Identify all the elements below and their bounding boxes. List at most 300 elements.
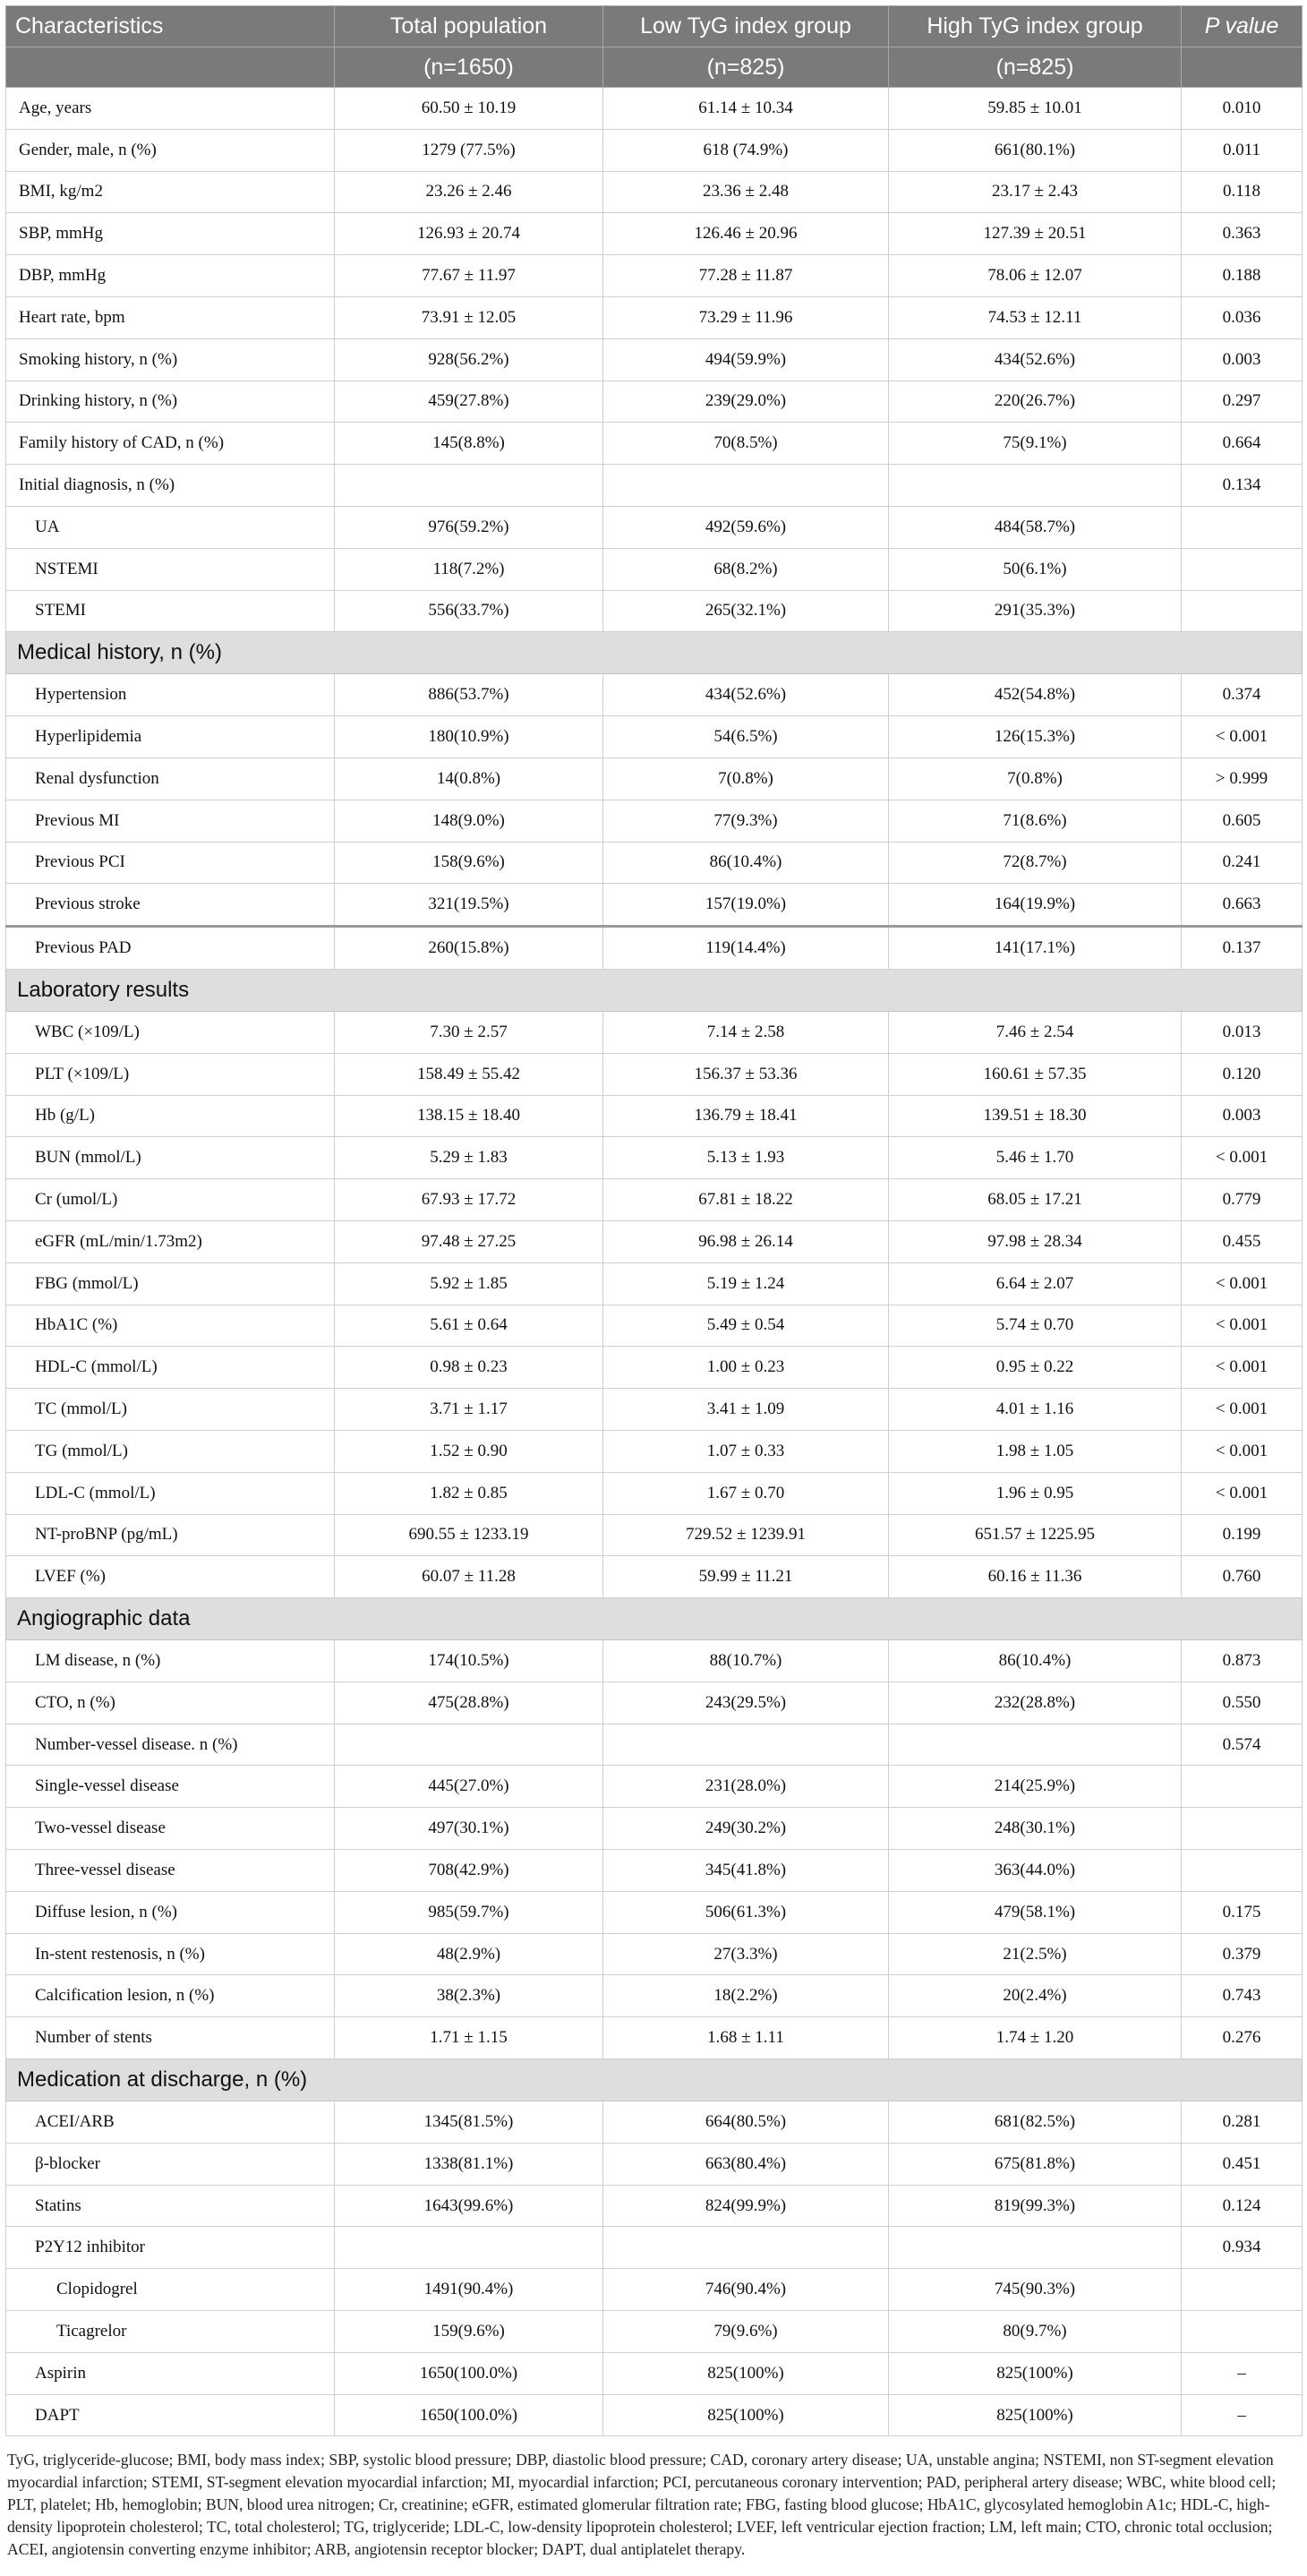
cell-total-population: 1650(100.0%) <box>335 2352 603 2394</box>
cell-total-population: 159(9.6%) <box>335 2311 603 2353</box>
row-label: ACEI/ARB <box>6 2101 335 2144</box>
row-label: Hypertension <box>6 674 335 716</box>
cell-total-population: 475(28.8%) <box>335 1682 603 1724</box>
cell-low-tyg: 729.52 ± 1239.91 <box>603 1514 889 1556</box>
table-row <box>6 255 1303 297</box>
table-row <box>6 757 1303 800</box>
row-label: FBG (mmol/L) <box>6 1262 335 1305</box>
cell-high-tyg: 164(19.9%) <box>889 884 1182 927</box>
cell-high-tyg: 6.64 ± 2.07 <box>889 1262 1182 1305</box>
table-row <box>6 590 1303 632</box>
cell-total-population: 23.26 ± 2.46 <box>335 171 603 213</box>
cell-high-tyg: 23.17 ± 2.43 <box>889 171 1182 213</box>
table-row <box>6 1766 1303 1808</box>
cell-low-tyg: 1.67 ± 0.70 <box>603 1472 889 1514</box>
cell-low-tyg: 492(59.6%) <box>603 506 889 548</box>
cell-total-population: 985(59.7%) <box>335 1891 603 1933</box>
cell-p-value: 0.134 <box>1182 465 1303 507</box>
cell-total-population: 260(15.8%) <box>335 927 603 970</box>
cell-high-tyg: 484(58.7%) <box>889 506 1182 548</box>
table-body <box>6 88 1303 2436</box>
table-row <box>6 2394 1303 2436</box>
row-label: Aspirin <box>6 2352 335 2394</box>
row-label: Previous stroke <box>6 884 335 927</box>
cell-high-tyg <box>889 1724 1182 1766</box>
row-label: Previous MI <box>6 800 335 842</box>
cell-low-tyg: 77(9.3%) <box>603 800 889 842</box>
cell-p-value: < 0.001 <box>1182 1430 1303 1472</box>
cell-high-tyg: 80(9.7%) <box>889 2311 1182 2353</box>
row-label: STEMI <box>6 590 335 632</box>
cell-high-tyg: 452(54.8%) <box>889 674 1182 716</box>
cell-low-tyg <box>603 2227 889 2269</box>
cell-low-tyg: 156.37 ± 53.36 <box>603 1053 889 1095</box>
cell-low-tyg: 345(41.8%) <box>603 1850 889 1892</box>
table-row <box>6 842 1303 884</box>
row-label: Diffuse lesion, n (%) <box>6 1891 335 1933</box>
cell-high-tyg: 74.53 ± 12.11 <box>889 296 1182 338</box>
row-label: Calcification lesion, n (%) <box>6 1975 335 2017</box>
cell-high-tyg: 681(82.5%) <box>889 2101 1182 2144</box>
cell-low-tyg: 68(8.2%) <box>603 548 889 590</box>
cell-high-tyg: 127.39 ± 20.51 <box>889 213 1182 255</box>
cell-high-tyg: 1.74 ± 1.20 <box>889 2017 1182 2059</box>
cell-high-tyg <box>889 2227 1182 2269</box>
cell-p-value: 0.455 <box>1182 1220 1303 1262</box>
cell-low-tyg: 136.79 ± 18.41 <box>603 1095 889 1137</box>
cell-total-population: 497(30.1%) <box>335 1808 603 1850</box>
cell-p-value <box>1182 590 1303 632</box>
table-row <box>6 716 1303 758</box>
cell-low-tyg: 77.28 ± 11.87 <box>603 255 889 297</box>
cell-low-tyg: 265(32.1%) <box>603 590 889 632</box>
cell-high-tyg: 248(30.1%) <box>889 1808 1182 1850</box>
cell-p-value: 0.374 <box>1182 674 1303 716</box>
header-low-tyg: Low TyG index group <box>603 6 889 47</box>
table-row <box>6 2352 1303 2394</box>
table-row <box>6 1808 1303 1850</box>
cell-p-value: < 0.001 <box>1182 1305 1303 1347</box>
cell-high-tyg: 1.96 ± 0.95 <box>889 1472 1182 1514</box>
cell-high-tyg: 71(8.6%) <box>889 800 1182 842</box>
cell-low-tyg: 86(10.4%) <box>603 842 889 884</box>
table-row <box>6 88 1303 130</box>
table-row <box>6 1891 1303 1933</box>
table-row <box>6 381 1303 423</box>
header-total-population: Total population <box>335 6 603 47</box>
cell-low-tyg: 824(99.9%) <box>603 2185 889 2227</box>
row-label: Previous PCI <box>6 842 335 884</box>
row-label: CTO, n (%) <box>6 1682 335 1724</box>
table-row <box>6 1514 1303 1556</box>
row-label: Renal dysfunction <box>6 757 335 800</box>
table-row <box>6 338 1303 381</box>
cell-high-tyg: 434(52.6%) <box>889 338 1182 381</box>
cell-p-value: – <box>1182 2352 1303 2394</box>
table-row <box>6 2101 1303 2144</box>
cell-p-value <box>1182 548 1303 590</box>
cell-p-value <box>1182 2311 1303 2353</box>
row-label: Gender, male, n (%) <box>6 129 335 171</box>
cell-p-value: 0.363 <box>1182 213 1303 255</box>
cell-high-tyg: 220(26.7%) <box>889 381 1182 423</box>
section-header-row <box>6 2059 1303 2101</box>
cell-high-tyg: 50(6.1%) <box>889 548 1182 590</box>
table-row <box>6 1682 1303 1724</box>
cell-total-population: 1.82 ± 0.85 <box>335 1472 603 1514</box>
cell-low-tyg: 746(90.4%) <box>603 2269 889 2311</box>
row-label: Previous PAD <box>6 927 335 970</box>
header-count-blank <box>6 47 335 88</box>
header-count-total: (n=1650) <box>335 47 603 88</box>
cell-total-population: 77.67 ± 11.97 <box>335 255 603 297</box>
table-row <box>6 800 1303 842</box>
cell-p-value: < 0.001 <box>1182 716 1303 758</box>
cell-p-value: 0.199 <box>1182 1514 1303 1556</box>
cell-low-tyg: 3.41 ± 1.09 <box>603 1389 889 1431</box>
table-row <box>6 1179 1303 1221</box>
table-row <box>6 674 1303 716</box>
cell-p-value <box>1182 2269 1303 2311</box>
header-count-row <box>6 47 1303 88</box>
cell-high-tyg: 72(8.7%) <box>889 842 1182 884</box>
table-row <box>6 2185 1303 2227</box>
table-row <box>6 1556 1303 1598</box>
cell-p-value: 0.574 <box>1182 1724 1303 1766</box>
cell-total-population: 180(10.9%) <box>335 716 603 758</box>
row-label: P2Y12 inhibitor <box>6 2227 335 2269</box>
cell-low-tyg: 7.14 ± 2.58 <box>603 1011 889 1053</box>
table-row <box>6 1472 1303 1514</box>
row-label: Clopidogrel <box>6 2269 335 2311</box>
cell-high-tyg: 675(81.8%) <box>889 2143 1182 2185</box>
cell-high-tyg: 78.06 ± 12.07 <box>889 255 1182 297</box>
section-title: Medical history, n (%) <box>6 632 1303 674</box>
cell-total-population: 1491(90.4%) <box>335 2269 603 2311</box>
cell-high-tyg: 825(100%) <box>889 2394 1182 2436</box>
header-high-tyg: High TyG index group <box>889 6 1182 47</box>
row-label: eGFR (mL/min/1.73m2) <box>6 1220 335 1262</box>
cell-total-population: 67.93 ± 17.72 <box>335 1179 603 1221</box>
cell-low-tyg: 126.46 ± 20.96 <box>603 213 889 255</box>
cell-total-population: 1338(81.1%) <box>335 2143 603 2185</box>
cell-low-tyg: 664(80.5%) <box>603 2101 889 2144</box>
cell-total-population: 38(2.3%) <box>335 1975 603 2017</box>
table-row <box>6 1724 1303 1766</box>
row-label: Statins <box>6 2185 335 2227</box>
cell-p-value: > 0.999 <box>1182 757 1303 800</box>
table-footnote: TyG, triglyceride-glucose; BMI, body mass index; SBP, systolic blood pressure; DBP, diastolic blood pressure; CAD, coronary artery disease; UA, unstable angina; NSTEMI, non ST-segment elevation myocardial infarction; STEMI, ST-segment elevation myocardial infarction; MI, myocardial infarction; PCI, percutaneous coronary intervention; PAD, peripheral artery disease; WBC, white blood cell; PLT, platelet; Hb, hemoglobin; BUN, blood urea nitrogen; Cr, creatinine; eGFR, estimated glomerular filtration rate; FBG, fasting blood glucose; HbA1C, glycosylated hemoglobin A1c; HDL-C, high-density lipoprotein cholesterol; TC, total cholesterol; TG, triglyceride; LDL-C, low-density lipoprotein cholesterol; LVEF, left ventricular ejection fraction; LM, left main; CTO, chronic total occlusion; ACEI, angiotensin converting enzyme inhibitor; ARB, angiotensin receptor blocker; DAPT, dual antiplatelet therapy. <box>7 2451 1277 2559</box>
cell-p-value: 0.137 <box>1182 927 1303 970</box>
cell-total-population: 60.07 ± 11.28 <box>335 1556 603 1598</box>
cell-total-population: 14(0.8%) <box>335 757 603 800</box>
row-label: Ticagrelor <box>6 2311 335 2353</box>
header-row <box>6 6 1303 47</box>
cell-low-tyg: 73.29 ± 11.96 <box>603 296 889 338</box>
cell-low-tyg: 825(100%) <box>603 2394 889 2436</box>
cell-p-value: 0.663 <box>1182 884 1303 927</box>
row-label: Age, years <box>6 88 335 130</box>
cell-total-population: 97.48 ± 27.25 <box>335 1220 603 1262</box>
cell-total-population: 3.71 ± 1.17 <box>335 1389 603 1431</box>
table-row <box>6 2017 1303 2059</box>
cell-p-value: 0.281 <box>1182 2101 1303 2144</box>
cell-high-tyg: 59.85 ± 10.01 <box>889 88 1182 130</box>
cell-p-value: 0.934 <box>1182 2227 1303 2269</box>
table-row <box>6 1095 1303 1137</box>
row-label: HDL-C (mmol/L) <box>6 1347 335 1389</box>
table-row <box>6 927 1303 970</box>
cell-low-tyg: 1.07 ± 0.33 <box>603 1430 889 1472</box>
row-label: NSTEMI <box>6 548 335 590</box>
cell-total-population: 60.50 ± 10.19 <box>335 88 603 130</box>
table-row <box>6 2269 1303 2311</box>
table-row <box>6 506 1303 548</box>
section-header-row <box>6 969 1303 1011</box>
table-row <box>6 1975 1303 2017</box>
cell-total-population: 556(33.7%) <box>335 590 603 632</box>
row-label: Heart rate, bpm <box>6 296 335 338</box>
cell-total-population: 321(19.5%) <box>335 884 603 927</box>
row-label: Cr (umol/L) <box>6 1179 335 1221</box>
table-row <box>6 1220 1303 1262</box>
row-label: Smoking history, n (%) <box>6 338 335 381</box>
cell-p-value: < 0.001 <box>1182 1137 1303 1179</box>
cell-low-tyg: 70(8.5%) <box>603 423 889 465</box>
cell-low-tyg: 5.13 ± 1.93 <box>603 1137 889 1179</box>
cell-high-tyg: 1.98 ± 1.05 <box>889 1430 1182 1472</box>
cell-high-tyg: 232(28.8%) <box>889 1682 1182 1724</box>
cell-total-population <box>335 1724 603 1766</box>
cell-total-population: 0.98 ± 0.23 <box>335 1347 603 1389</box>
cell-p-value: 0.124 <box>1182 2185 1303 2227</box>
table-row <box>6 171 1303 213</box>
cell-total-population: 158(9.6%) <box>335 842 603 884</box>
cell-total-population: 5.92 ± 1.85 <box>335 1262 603 1305</box>
cell-total-population: 445(27.0%) <box>335 1766 603 1808</box>
cell-p-value: 0.003 <box>1182 1095 1303 1137</box>
table-row <box>6 548 1303 590</box>
cell-p-value: 0.120 <box>1182 1053 1303 1095</box>
cell-p-value: 0.779 <box>1182 1179 1303 1221</box>
cell-high-tyg: 214(25.9%) <box>889 1766 1182 1808</box>
cell-high-tyg: 0.95 ± 0.22 <box>889 1347 1182 1389</box>
cell-total-population: 459(27.8%) <box>335 381 603 423</box>
cell-total-population: 1643(99.6%) <box>335 2185 603 2227</box>
cell-p-value: < 0.001 <box>1182 1347 1303 1389</box>
section-title: Medication at discharge, n (%) <box>6 2059 1303 2101</box>
table-row <box>6 1305 1303 1347</box>
cell-total-population: 148(9.0%) <box>335 800 603 842</box>
cell-p-value: 0.003 <box>1182 338 1303 381</box>
table-row <box>6 1137 1303 1179</box>
cell-p-value: 0.550 <box>1182 1682 1303 1724</box>
cell-p-value: 0.036 <box>1182 296 1303 338</box>
cell-high-tyg: 21(2.5%) <box>889 1933 1182 1975</box>
cell-low-tyg: 243(29.5%) <box>603 1682 889 1724</box>
table-row <box>6 1933 1303 1975</box>
table-row <box>6 2311 1303 2353</box>
row-label: Family history of CAD, n (%) <box>6 423 335 465</box>
cell-p-value <box>1182 1766 1303 1808</box>
cell-high-tyg: 86(10.4%) <box>889 1640 1182 1682</box>
cell-p-value: 0.451 <box>1182 2143 1303 2185</box>
header-p-value <box>1182 6 1303 47</box>
cell-total-population: 126.93 ± 20.74 <box>335 213 603 255</box>
cell-total-population: 928(56.2%) <box>335 338 603 381</box>
table-row <box>6 2227 1303 2269</box>
cell-total-population: 118(7.2%) <box>335 548 603 590</box>
cell-total-population: 1.52 ± 0.90 <box>335 1430 603 1472</box>
row-label: WBC (×109/L) <box>6 1011 335 1053</box>
cell-low-tyg: 27(3.3%) <box>603 1933 889 1975</box>
table-row <box>6 296 1303 338</box>
cell-low-tyg: 7(0.8%) <box>603 757 889 800</box>
cell-low-tyg: 61.14 ± 10.34 <box>603 88 889 130</box>
table-row <box>6 129 1303 171</box>
cell-high-tyg: 5.74 ± 0.70 <box>889 1305 1182 1347</box>
cell-total-population: 976(59.2%) <box>335 506 603 548</box>
cell-total-population: 5.29 ± 1.83 <box>335 1137 603 1179</box>
row-label: TG (mmol/L) <box>6 1430 335 1472</box>
row-label: LVEF (%) <box>6 1556 335 1598</box>
cell-p-value: < 0.001 <box>1182 1389 1303 1431</box>
cell-total-population: 690.55 ± 1233.19 <box>335 1514 603 1556</box>
row-label: NT-proBNP (pg/mL) <box>6 1514 335 1556</box>
cell-total-population: 1650(100.0%) <box>335 2394 603 2436</box>
row-label: TC (mmol/L) <box>6 1389 335 1431</box>
cell-high-tyg: 126(15.3%) <box>889 716 1182 758</box>
cell-low-tyg: 249(30.2%) <box>603 1808 889 1850</box>
cell-high-tyg: 363(44.0%) <box>889 1850 1182 1892</box>
cell-total-population <box>335 2227 603 2269</box>
cell-total-population: 145(8.8%) <box>335 423 603 465</box>
cell-total-population: 5.61 ± 0.64 <box>335 1305 603 1347</box>
cell-high-tyg: 97.98 ± 28.34 <box>889 1220 1182 1262</box>
cell-high-tyg: 141(17.1%) <box>889 927 1182 970</box>
cell-p-value: 0.241 <box>1182 842 1303 884</box>
cell-total-population: 886(53.7%) <box>335 674 603 716</box>
cell-total-population: 73.91 ± 12.05 <box>335 296 603 338</box>
cell-high-tyg: 60.16 ± 11.36 <box>889 1556 1182 1598</box>
row-label: PLT (×109/L) <box>6 1053 335 1095</box>
table-row <box>6 2143 1303 2185</box>
cell-low-tyg: 506(61.3%) <box>603 1891 889 1933</box>
cell-p-value: 0.760 <box>1182 1556 1303 1598</box>
table-row <box>6 1347 1303 1389</box>
cell-low-tyg: 79(9.6%) <box>603 2311 889 2353</box>
cell-high-tyg: 651.57 ± 1225.95 <box>889 1514 1182 1556</box>
cell-low-tyg: 1.68 ± 1.11 <box>603 2017 889 2059</box>
cell-low-tyg: 231(28.0%) <box>603 1766 889 1808</box>
cell-low-tyg: 494(59.9%) <box>603 338 889 381</box>
table-header <box>6 6 1303 88</box>
cell-high-tyg: 68.05 ± 17.21 <box>889 1179 1182 1221</box>
cell-p-value: – <box>1182 2394 1303 2436</box>
cell-low-tyg: 18(2.2%) <box>603 1975 889 2017</box>
header-count-low: (n=825) <box>603 47 889 88</box>
row-label: DAPT <box>6 2394 335 2436</box>
section-title: Angiographic data <box>6 1598 1303 1640</box>
row-label: Two-vessel disease <box>6 1808 335 1850</box>
cell-high-tyg: 4.01 ± 1.16 <box>889 1389 1182 1431</box>
cell-total-population: 158.49 ± 55.42 <box>335 1053 603 1095</box>
cell-low-tyg <box>603 465 889 507</box>
cell-high-tyg <box>889 465 1182 507</box>
cell-low-tyg <box>603 1724 889 1766</box>
table-row <box>6 423 1303 465</box>
table-row <box>6 1640 1303 1682</box>
table-row <box>6 1850 1303 1892</box>
row-label: Initial diagnosis, n (%) <box>6 465 335 507</box>
cell-low-tyg: 5.49 ± 0.54 <box>603 1305 889 1347</box>
cell-low-tyg: 119(14.4%) <box>603 927 889 970</box>
cell-high-tyg: 139.51 ± 18.30 <box>889 1095 1182 1137</box>
cell-low-tyg: 23.36 ± 2.48 <box>603 171 889 213</box>
cell-low-tyg: 54(6.5%) <box>603 716 889 758</box>
table-row <box>6 465 1303 507</box>
cell-low-tyg: 157(19.0%) <box>603 884 889 927</box>
row-label: Hb (g/L) <box>6 1095 335 1137</box>
row-label: β-blocker <box>6 2143 335 2185</box>
row-label: DBP, mmHg <box>6 255 335 297</box>
cell-high-tyg: 661(80.1%) <box>889 129 1182 171</box>
cell-high-tyg: 7.46 ± 2.54 <box>889 1011 1182 1053</box>
section-title: Laboratory results <box>6 969 1303 1011</box>
row-label: Hyperlipidemia <box>6 716 335 758</box>
cell-p-value <box>1182 1808 1303 1850</box>
cell-low-tyg: 663(80.4%) <box>603 2143 889 2185</box>
table-row <box>6 884 1303 927</box>
cell-p-value: < 0.001 <box>1182 1262 1303 1305</box>
cell-low-tyg: 825(100%) <box>603 2352 889 2394</box>
table-row <box>6 1262 1303 1305</box>
cell-high-tyg: 7(0.8%) <box>889 757 1182 800</box>
cell-total-population: 1279 (77.5%) <box>335 129 603 171</box>
row-label: LDL-C (mmol/L) <box>6 1472 335 1514</box>
cell-total-population <box>335 465 603 507</box>
cell-p-value: 0.379 <box>1182 1933 1303 1975</box>
row-label: HbA1C (%) <box>6 1305 335 1347</box>
table-row <box>6 1053 1303 1095</box>
cell-p-value: 0.118 <box>1182 171 1303 213</box>
cell-high-tyg: 745(90.3%) <box>889 2269 1182 2311</box>
header-count-high: (n=825) <box>889 47 1182 88</box>
cell-p-value: 0.276 <box>1182 2017 1303 2059</box>
cell-total-population: 138.15 ± 18.40 <box>335 1095 603 1137</box>
cell-high-tyg: 479(58.1%) <box>889 1891 1182 1933</box>
cell-low-tyg: 96.98 ± 26.14 <box>603 1220 889 1262</box>
cell-p-value <box>1182 1850 1303 1892</box>
cell-high-tyg: 5.46 ± 1.70 <box>889 1137 1182 1179</box>
cell-high-tyg: 819(99.3%) <box>889 2185 1182 2227</box>
cell-low-tyg: 618 (74.9%) <box>603 129 889 171</box>
cell-total-population: 1.71 ± 1.15 <box>335 2017 603 2059</box>
header-p-value-text: P value <box>1204 13 1279 39</box>
cell-total-population: 174(10.5%) <box>335 1640 603 1682</box>
cell-p-value: 0.175 <box>1182 1891 1303 1933</box>
cell-p-value <box>1182 506 1303 548</box>
cell-high-tyg: 20(2.4%) <box>889 1975 1182 2017</box>
cell-high-tyg: 825(100%) <box>889 2352 1182 2394</box>
cell-low-tyg: 59.99 ± 11.21 <box>603 1556 889 1598</box>
characteristics-table <box>5 5 1303 2436</box>
cell-low-tyg: 434(52.6%) <box>603 674 889 716</box>
cell-low-tyg: 239(29.0%) <box>603 381 889 423</box>
cell-p-value: 0.188 <box>1182 255 1303 297</box>
cell-total-population: 708(42.9%) <box>335 1850 603 1892</box>
cell-total-population: 48(2.9%) <box>335 1933 603 1975</box>
